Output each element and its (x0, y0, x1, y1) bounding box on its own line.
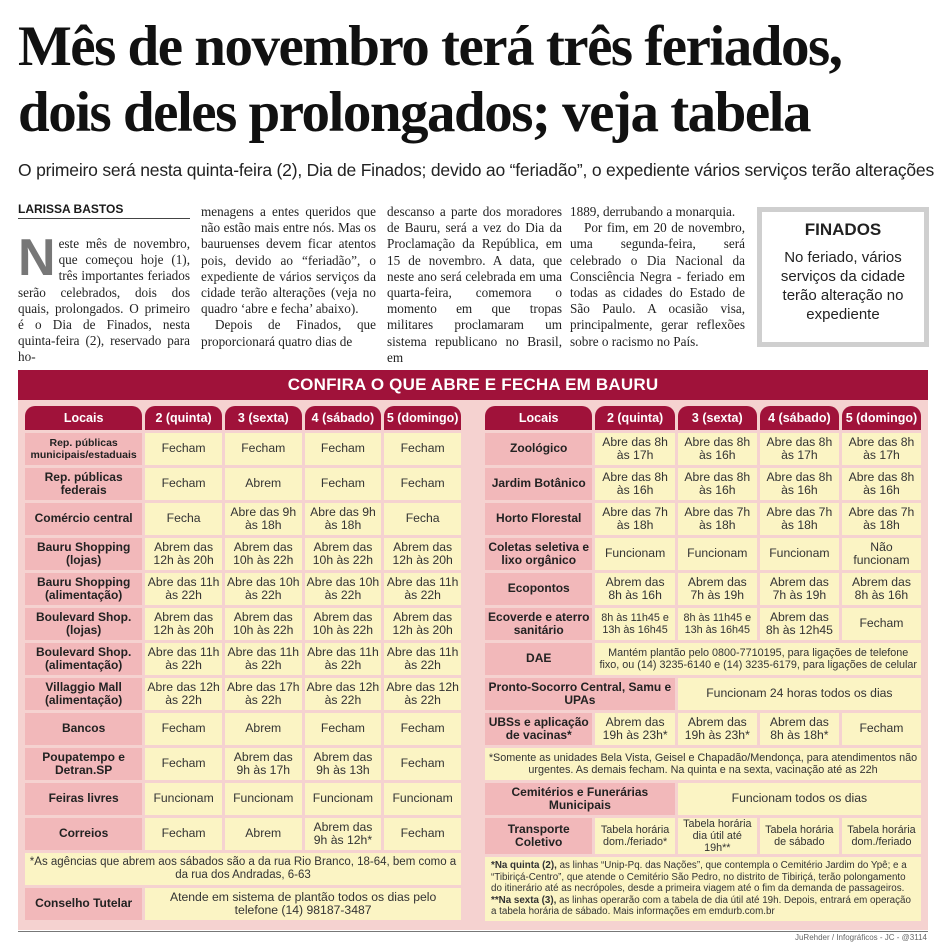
value-cell: Abre das 7h às 18h (595, 503, 674, 535)
table-row (25, 433, 461, 465)
value-cell: Abrem das 9h às 17h (225, 748, 302, 780)
table-row (485, 748, 921, 780)
value-cell: Abre das 11h às 22h (384, 643, 461, 675)
value-cell: Atende em sistema de plantão todos os dias pelo telefone (14) 98187-3487 (145, 888, 461, 920)
value-cell: Abrem das 9h às 12h* (305, 818, 382, 850)
value-cell: Abrem (225, 468, 302, 500)
table-row (25, 783, 461, 815)
table-row (25, 853, 461, 885)
value-cell: Abre das 10h às 22h (225, 573, 302, 605)
value-cell: Tabela horária dia útil até 19h** (678, 818, 757, 854)
value-cell: Abrem das 8h às 16h (842, 573, 921, 605)
schedule-banner: CONFIRA O QUE ABRE E FECHA EM BAURU (18, 370, 928, 400)
value-cell: Abre das 11h às 22h (225, 643, 302, 675)
location-cell: Correios (25, 818, 142, 850)
value-cell: Fecham (305, 468, 382, 500)
graphic-credit: JuRehder / Infográficos - JC - @3114 (794, 933, 927, 942)
transport-note-2-label: **Na sexta (3), (491, 894, 557, 906)
location-cell: Rep. públicas municipais/estaduais (25, 433, 142, 465)
table-row (485, 538, 921, 570)
table-row (25, 678, 461, 710)
table-row (25, 538, 461, 570)
location-cell: Bauru Shopping (lojas) (25, 538, 142, 570)
location-cell: Zoológico (485, 433, 592, 465)
value-cell: Abre das 8h às 16h (760, 468, 839, 500)
value-cell: Fecham (384, 748, 461, 780)
value-cell: Abrem das 8h às 12h45 (760, 608, 839, 640)
finados-box (757, 207, 929, 347)
value-cell: 8h às 11h45 e 13h às 16h45 (595, 608, 674, 640)
table-row (25, 573, 461, 605)
location-cell: Bauru Shopping (alimentação) (25, 573, 142, 605)
value-cell: Fecham (305, 713, 382, 745)
value-cell: Abre das 8h às 17h (595, 433, 674, 465)
value-cell: Abrem das 7h às 19h (678, 573, 757, 605)
location-cell: Transporte Coletivo (485, 818, 592, 854)
value-cell: Fecham (384, 713, 461, 745)
table-row (485, 503, 921, 535)
value-cell: Funcionam (595, 538, 674, 570)
column-header: Locais (25, 406, 142, 430)
table-row (485, 573, 921, 605)
finados-box-text: No feriado, vários serviços da cidade terão alteração no expediente (780, 249, 906, 323)
value-cell: Funcionam (760, 538, 839, 570)
table-row (25, 608, 461, 640)
table-row (485, 857, 921, 921)
value-cell: Abre das 8h às 16h (842, 468, 921, 500)
value-cell: Fecham (384, 433, 461, 465)
location-cell: Villaggio Mall (alimentação) (25, 678, 142, 710)
value-cell: Fecha (384, 503, 461, 535)
transport-note-1-label: *Na quinta (2), (491, 860, 557, 872)
value-cell: Abrem das 7h às 19h (760, 573, 839, 605)
value-cell: Abrem das 8h às 16h (595, 573, 674, 605)
correios-footnote: *As agências que abrem aos sábados são a da rua Rio Branco, 18-64, bem como a da rua dos Andradas, 6-63 (25, 853, 461, 885)
value-cell: Abre das 9h às 18h (305, 503, 382, 535)
value-cell: Funcionam todos os dias (678, 783, 921, 815)
location-cell: Pronto-Socorro Central, Samu e UPAs (485, 678, 675, 710)
value-cell: Não funcionam (842, 538, 921, 570)
article-paragraph: Por fim, em 20 de novembro, uma segunda-feira, será celebrado o Dia Nacional da Consciência Negra - feriado em todas as cidades do Estado de São Paulo. A ocasião visa, principalmente, gerar reflexões sobre o racismo no País. (570, 220, 745, 349)
location-cell: Rep. públicas federais (25, 468, 142, 500)
article-column-2 (201, 204, 376, 350)
transport-note-1: as linhas “Unip-Pq. das Nações”, que contempla o Cemitério Jardim do Ypê; e a “Tibiriçá-Centro”, que atende o Cemitério São Pedro, no distrito de Tibiriçá, terão polongamento do itinerário até as necrópoles, desde a primeira viagem até o fim da demanda de passageiros. (491, 860, 907, 895)
value-cell: Abre das 7h às 18h (760, 503, 839, 535)
table-row (485, 643, 921, 675)
schedule-table-left (22, 403, 464, 923)
table-row (485, 713, 921, 745)
column-header: 2 (quinta) (595, 406, 674, 430)
value-cell: Abre das 10h às 22h (305, 573, 382, 605)
value-cell: Fecham (145, 713, 222, 745)
transport-notes (485, 857, 921, 921)
value-cell: Abrem das 12h às 20h (145, 608, 222, 640)
value-cell: Abre das 11h às 22h (305, 643, 382, 675)
value-cell: Abrem das 8h às 18h* (760, 713, 839, 745)
transport-note-2: as linhas operarão com a tabela de dia útil até 19h. Depois, entrará em operação a tabela horária de sábado. Mais informações em emdurb.com.br (491, 894, 911, 918)
article-column-3 (387, 204, 562, 366)
value-cell: Tabela horária dom./feriado* (595, 818, 674, 854)
value-cell: Abre das 12h às 22h (145, 678, 222, 710)
column-header: 4 (sábado) (760, 406, 839, 430)
table-row (485, 468, 921, 500)
value-cell: Abre das 8h às 17h (842, 433, 921, 465)
article-column-1 (18, 229, 190, 366)
table-header-row (485, 406, 921, 430)
column-header: 5 (domingo) (384, 406, 461, 430)
value-cell: Fecham (305, 433, 382, 465)
value-cell: Fecham (145, 468, 222, 500)
value-cell: Abrem das 19h às 23h* (678, 713, 757, 745)
location-cell: Cemitérios e Funerárias Municipais (485, 783, 675, 815)
drop-cap: N (18, 229, 56, 287)
value-cell: Abre das 7h às 18h (678, 503, 757, 535)
table-row (25, 643, 461, 675)
column-header: 4 (sábado) (305, 406, 382, 430)
location-cell: Ecoverde e aterro sanitário (485, 608, 592, 640)
value-cell: Abrem das 19h às 23h* (595, 713, 674, 745)
headline-line-1: Mês de novembro terá três feriados, (18, 15, 842, 78)
value-cell: Abre das 8h às 16h (678, 433, 757, 465)
column-header: Locais (485, 406, 592, 430)
value-cell: Abrem das 12h às 20h (384, 608, 461, 640)
article-paragraph: 1889, derrubando a monarquia. (570, 204, 736, 219)
value-cell: Abre das 11h às 22h (384, 573, 461, 605)
table-row (485, 678, 921, 710)
article-paragraph: Depois de Finados, que proporcionará quatro dias de (201, 317, 376, 349)
value-cell: Abrem das 12h às 20h (384, 538, 461, 570)
value-cell: Funcionam (145, 783, 222, 815)
location-cell: UBSs e aplicação de vacinas* (485, 713, 592, 745)
value-cell: Fecham (145, 748, 222, 780)
value-cell: Fecham (384, 468, 461, 500)
article-text: este mês de novembro, que começou hoje (1), três importantes feriados serão celebrados, dois dos quais, prolongados. O primeiro é o Dia de Finados, nesta quinta-feira (2), reservado para ho- (18, 236, 190, 365)
location-cell: Comércio central (25, 503, 142, 535)
value-cell: Abre das 11h às 22h (145, 643, 222, 675)
value-cell: Abrem das 9h às 13h (305, 748, 382, 780)
headline (18, 14, 923, 146)
value-cell: Funcionam (305, 783, 382, 815)
value-cell: Funcionam 24 horas todos os dias (678, 678, 921, 710)
table-row (25, 713, 461, 745)
location-cell: DAE (485, 643, 592, 675)
value-cell: Tabela horária de sábado (760, 818, 839, 854)
value-cell: Fecham (145, 433, 222, 465)
value-cell: Abrem das 10h às 22h (305, 538, 382, 570)
location-cell: Boulevard Shop. (lojas) (25, 608, 142, 640)
location-cell: Conselho Tutelar (25, 888, 142, 920)
value-cell: Abrem (225, 818, 302, 850)
value-cell: Abrem das 10h às 22h (305, 608, 382, 640)
column-header: 3 (sexta) (225, 406, 302, 430)
value-cell: Abre das 11h às 22h (145, 573, 222, 605)
location-cell: Poupatempo e Detran.SP (25, 748, 142, 780)
table-row (485, 433, 921, 465)
value-cell: Mantém plantão pelo 0800-7710195, para ligações de telefone fixo, ou (14) 3235-6140 e (14) 3235-6179, para ligações de celular (595, 643, 921, 675)
value-cell: Fecham (145, 818, 222, 850)
article-paragraph: menagens a entes queridos que não estão mais entre nós. Mas os bauruenses devem ficar atentos pois, devido ao “feriadão”, o expediente de vários serviços da cidade terão alterações (veja no quadro ‘abre e fecha’ abaixo). (201, 204, 376, 317)
value-cell: Funcionam (678, 538, 757, 570)
table-row (485, 783, 921, 815)
location-cell: Jardim Botânico (485, 468, 592, 500)
value-cell: Fecha (145, 503, 222, 535)
table-row (25, 888, 461, 920)
finados-box-title: FINADOS (804, 220, 882, 239)
footer-rule (18, 931, 928, 932)
value-cell: 8h às 11h45 e 13h às 16h45 (678, 608, 757, 640)
article-paragraph: descanso a parte dos moradores de Bauru, será a vez do Dia da Proclamação da República, em 15 de novembro. A data, que neste ano será celebrada em uma quarta-feira, comemora o momento em que tropas militares proclamaram um sistema republicano no Brasil, em (387, 204, 562, 365)
subheadline: O primeiro será nesta quinta-feira (2), Dia de Finados; devido ao “feriadão”, o expediente vários serviços terão alterações (18, 160, 935, 180)
value-cell: Fecham (842, 713, 921, 745)
table-row (25, 468, 461, 500)
byline: LARISSA BASTOS (18, 202, 190, 219)
column-header: 2 (quinta) (145, 406, 222, 430)
value-cell: Abre das 9h às 18h (225, 503, 302, 535)
table-row (485, 608, 921, 640)
value-cell: Abrem (225, 713, 302, 745)
value-cell: Abre das 17h às 22h (225, 678, 302, 710)
location-cell: Ecopontos (485, 573, 592, 605)
table-row (25, 503, 461, 535)
location-cell: Feiras livres (25, 783, 142, 815)
value-cell: Abrem das 10h às 22h (225, 538, 302, 570)
value-cell: Fecham (842, 608, 921, 640)
schedule-table-right (482, 403, 924, 924)
value-cell: Fecham (384, 818, 461, 850)
value-cell: Funcionam (225, 783, 302, 815)
table-row (485, 818, 921, 854)
value-cell: Abre das 7h às 18h (842, 503, 921, 535)
ubs-footnote: *Somente as unidades Bela Vista, Geisel e Chapadão/Mendonça, para atendimentos não urgentes. As demais fecham. Na quinta e na sexta, vacinação até as 22h (485, 748, 921, 780)
value-cell: Abre das 8h às 17h (760, 433, 839, 465)
table-header-row (25, 406, 461, 430)
table-row (25, 748, 461, 780)
location-cell: Coletas seletiva e lixo orgânico (485, 538, 592, 570)
table-row (25, 818, 461, 850)
value-cell: Abre das 12h às 22h (384, 678, 461, 710)
value-cell: Abre das 8h às 16h (678, 468, 757, 500)
value-cell: Abre das 12h às 22h (305, 678, 382, 710)
location-cell: Bancos (25, 713, 142, 745)
value-cell: Abrem das 10h às 22h (225, 608, 302, 640)
value-cell: Abre das 8h às 16h (595, 468, 674, 500)
article-column-4 (570, 204, 745, 350)
value-cell: Abrem das 12h às 20h (145, 538, 222, 570)
value-cell: Tabela horária dom./feriado (842, 818, 921, 854)
value-cell: Fecham (225, 433, 302, 465)
headline-line-2: dois deles prolongados; veja tabela (18, 81, 811, 144)
location-cell: Boulevard Shop. (alimentação) (25, 643, 142, 675)
column-header: 3 (sexta) (678, 406, 757, 430)
column-header: 5 (domingo) (842, 406, 921, 430)
value-cell: Funcionam (384, 783, 461, 815)
location-cell: Horto Florestal (485, 503, 592, 535)
